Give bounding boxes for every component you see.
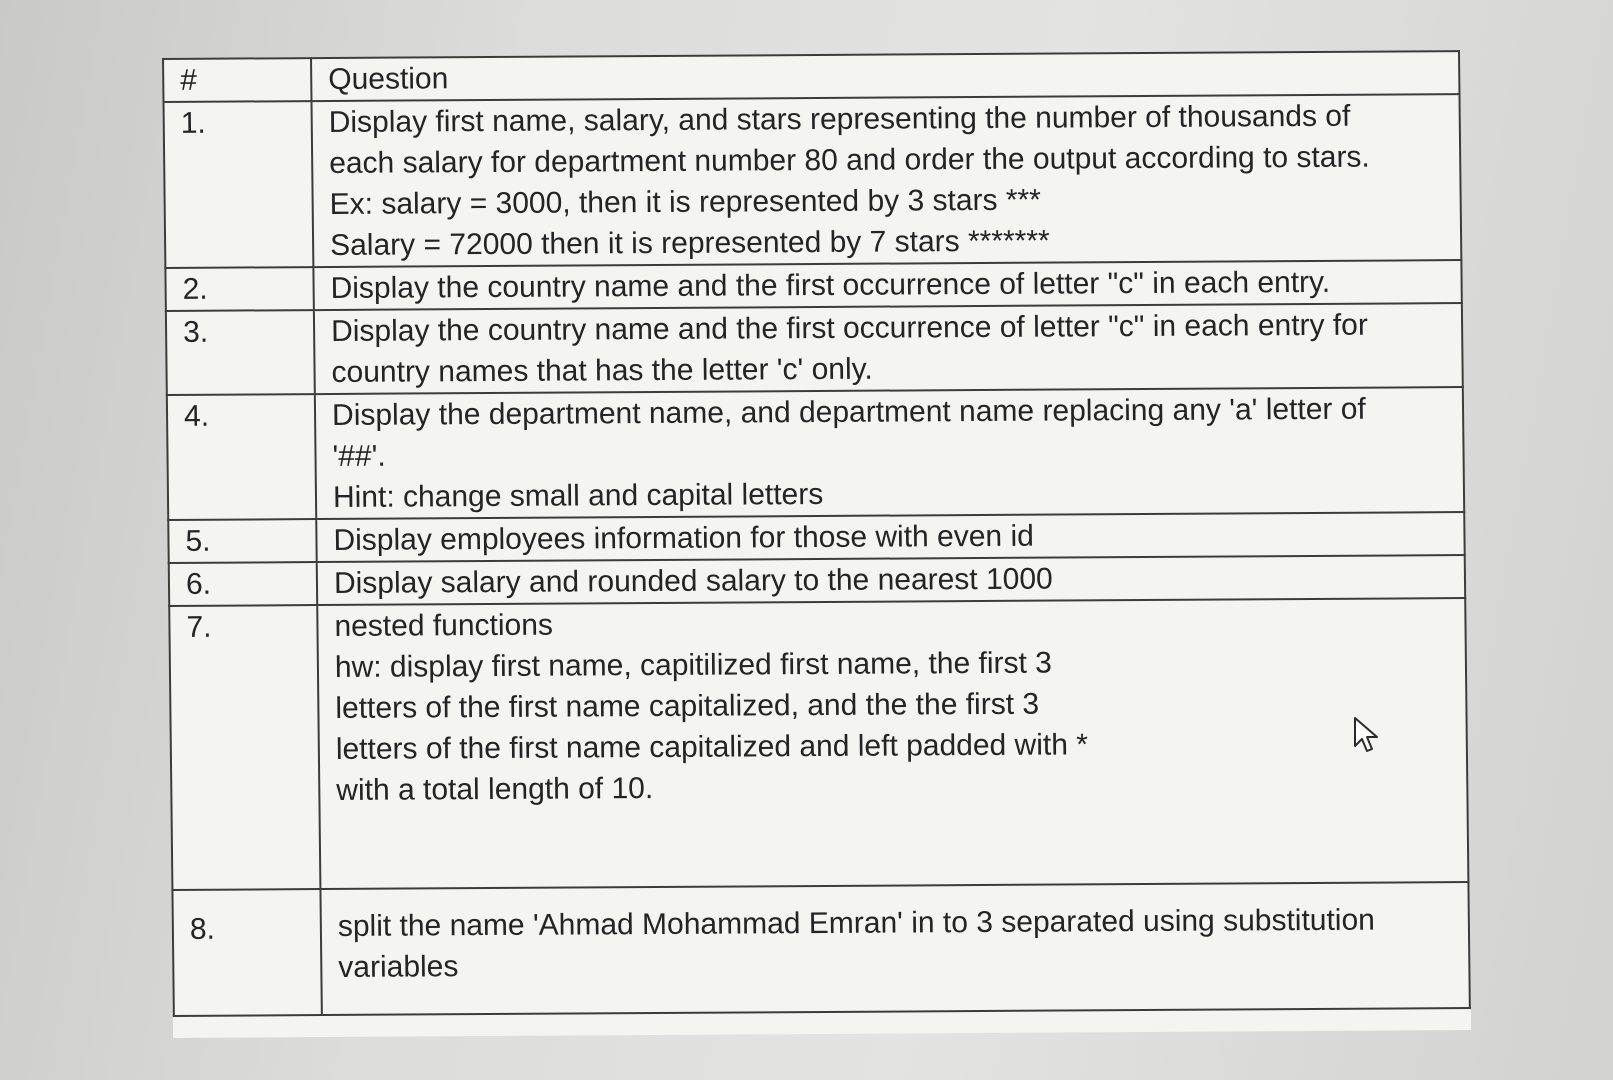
question-cell — [311, 94, 1461, 267]
header-number-cell: # — [163, 58, 311, 102]
question-line: Display the country name and the first occurrence of letter "c" in each entry. — [330, 265, 1331, 305]
question-line: split the name 'Ahmad Mohammad Emran' in to 3 separated using substitution — [337, 903, 1376, 943]
question-cell — [316, 512, 1464, 562]
question-line: '##'. — [332, 439, 386, 473]
row-number: 3. — [166, 310, 315, 395]
question-cell — [313, 260, 1461, 310]
table-row — [167, 387, 1464, 520]
row-number: 7. — [169, 605, 320, 890]
question-line: variables — [338, 950, 459, 984]
row-number: 2. — [165, 267, 313, 311]
row-number: 8. — [172, 889, 321, 1016]
table-row — [163, 94, 1461, 268]
header-question-cell: Question — [311, 51, 1459, 101]
question-line: nested functions — [334, 608, 554, 643]
row-number: 5. — [168, 519, 316, 563]
question-line: each salary for department number 80 and order the output according to stars. — [329, 140, 1370, 180]
question-cell — [320, 882, 1469, 1015]
question-line: country names that has the letter 'c' only. — [331, 352, 873, 389]
row-number: 1. — [163, 101, 313, 268]
table-row — [169, 598, 1468, 890]
row-number: 6. — [169, 562, 317, 606]
question-sheet — [162, 50, 1471, 1038]
question-line: with a total length of 10. — [336, 772, 654, 807]
question-line: Salary = 72000 then it is represented by 7 stars ******* — [329, 224, 1050, 262]
question-line: letters of the first name capitalized, and the the first 3 — [335, 687, 1040, 725]
row-number: 4. — [167, 394, 316, 520]
question-line: Display employees information for those with even id — [333, 519, 1034, 557]
question-cell — [317, 598, 1468, 889]
question-line: Display first name, salary, and stars representing the number of thousands of — [328, 99, 1351, 139]
question-cell — [317, 555, 1465, 605]
question-line: Hint: change small and capital letters — [332, 477, 824, 514]
table-row — [166, 303, 1463, 395]
question-cell — [314, 303, 1463, 394]
questions-table — [162, 50, 1471, 1017]
arrow-pointer-icon — [1353, 716, 1383, 754]
question-line: Display the department name, and department name replacing any 'a' letter of — [331, 392, 1366, 432]
question-cell — [315, 387, 1464, 519]
question-line: Ex: salary = 3000, then it is represented by 3 stars *** — [329, 183, 1042, 221]
question-line: letters of the first name capitalized and left padded with * — [335, 728, 1089, 766]
question-line: hw: display first name, capitilized first name, the first 3 — [334, 646, 1053, 684]
question-line: Display the country name and the first occurrence of letter "c" in each entry for — [330, 308, 1369, 348]
table-row — [172, 882, 1469, 1016]
question-line: Display salary and rounded salary to the nearest 1000 — [333, 562, 1053, 600]
